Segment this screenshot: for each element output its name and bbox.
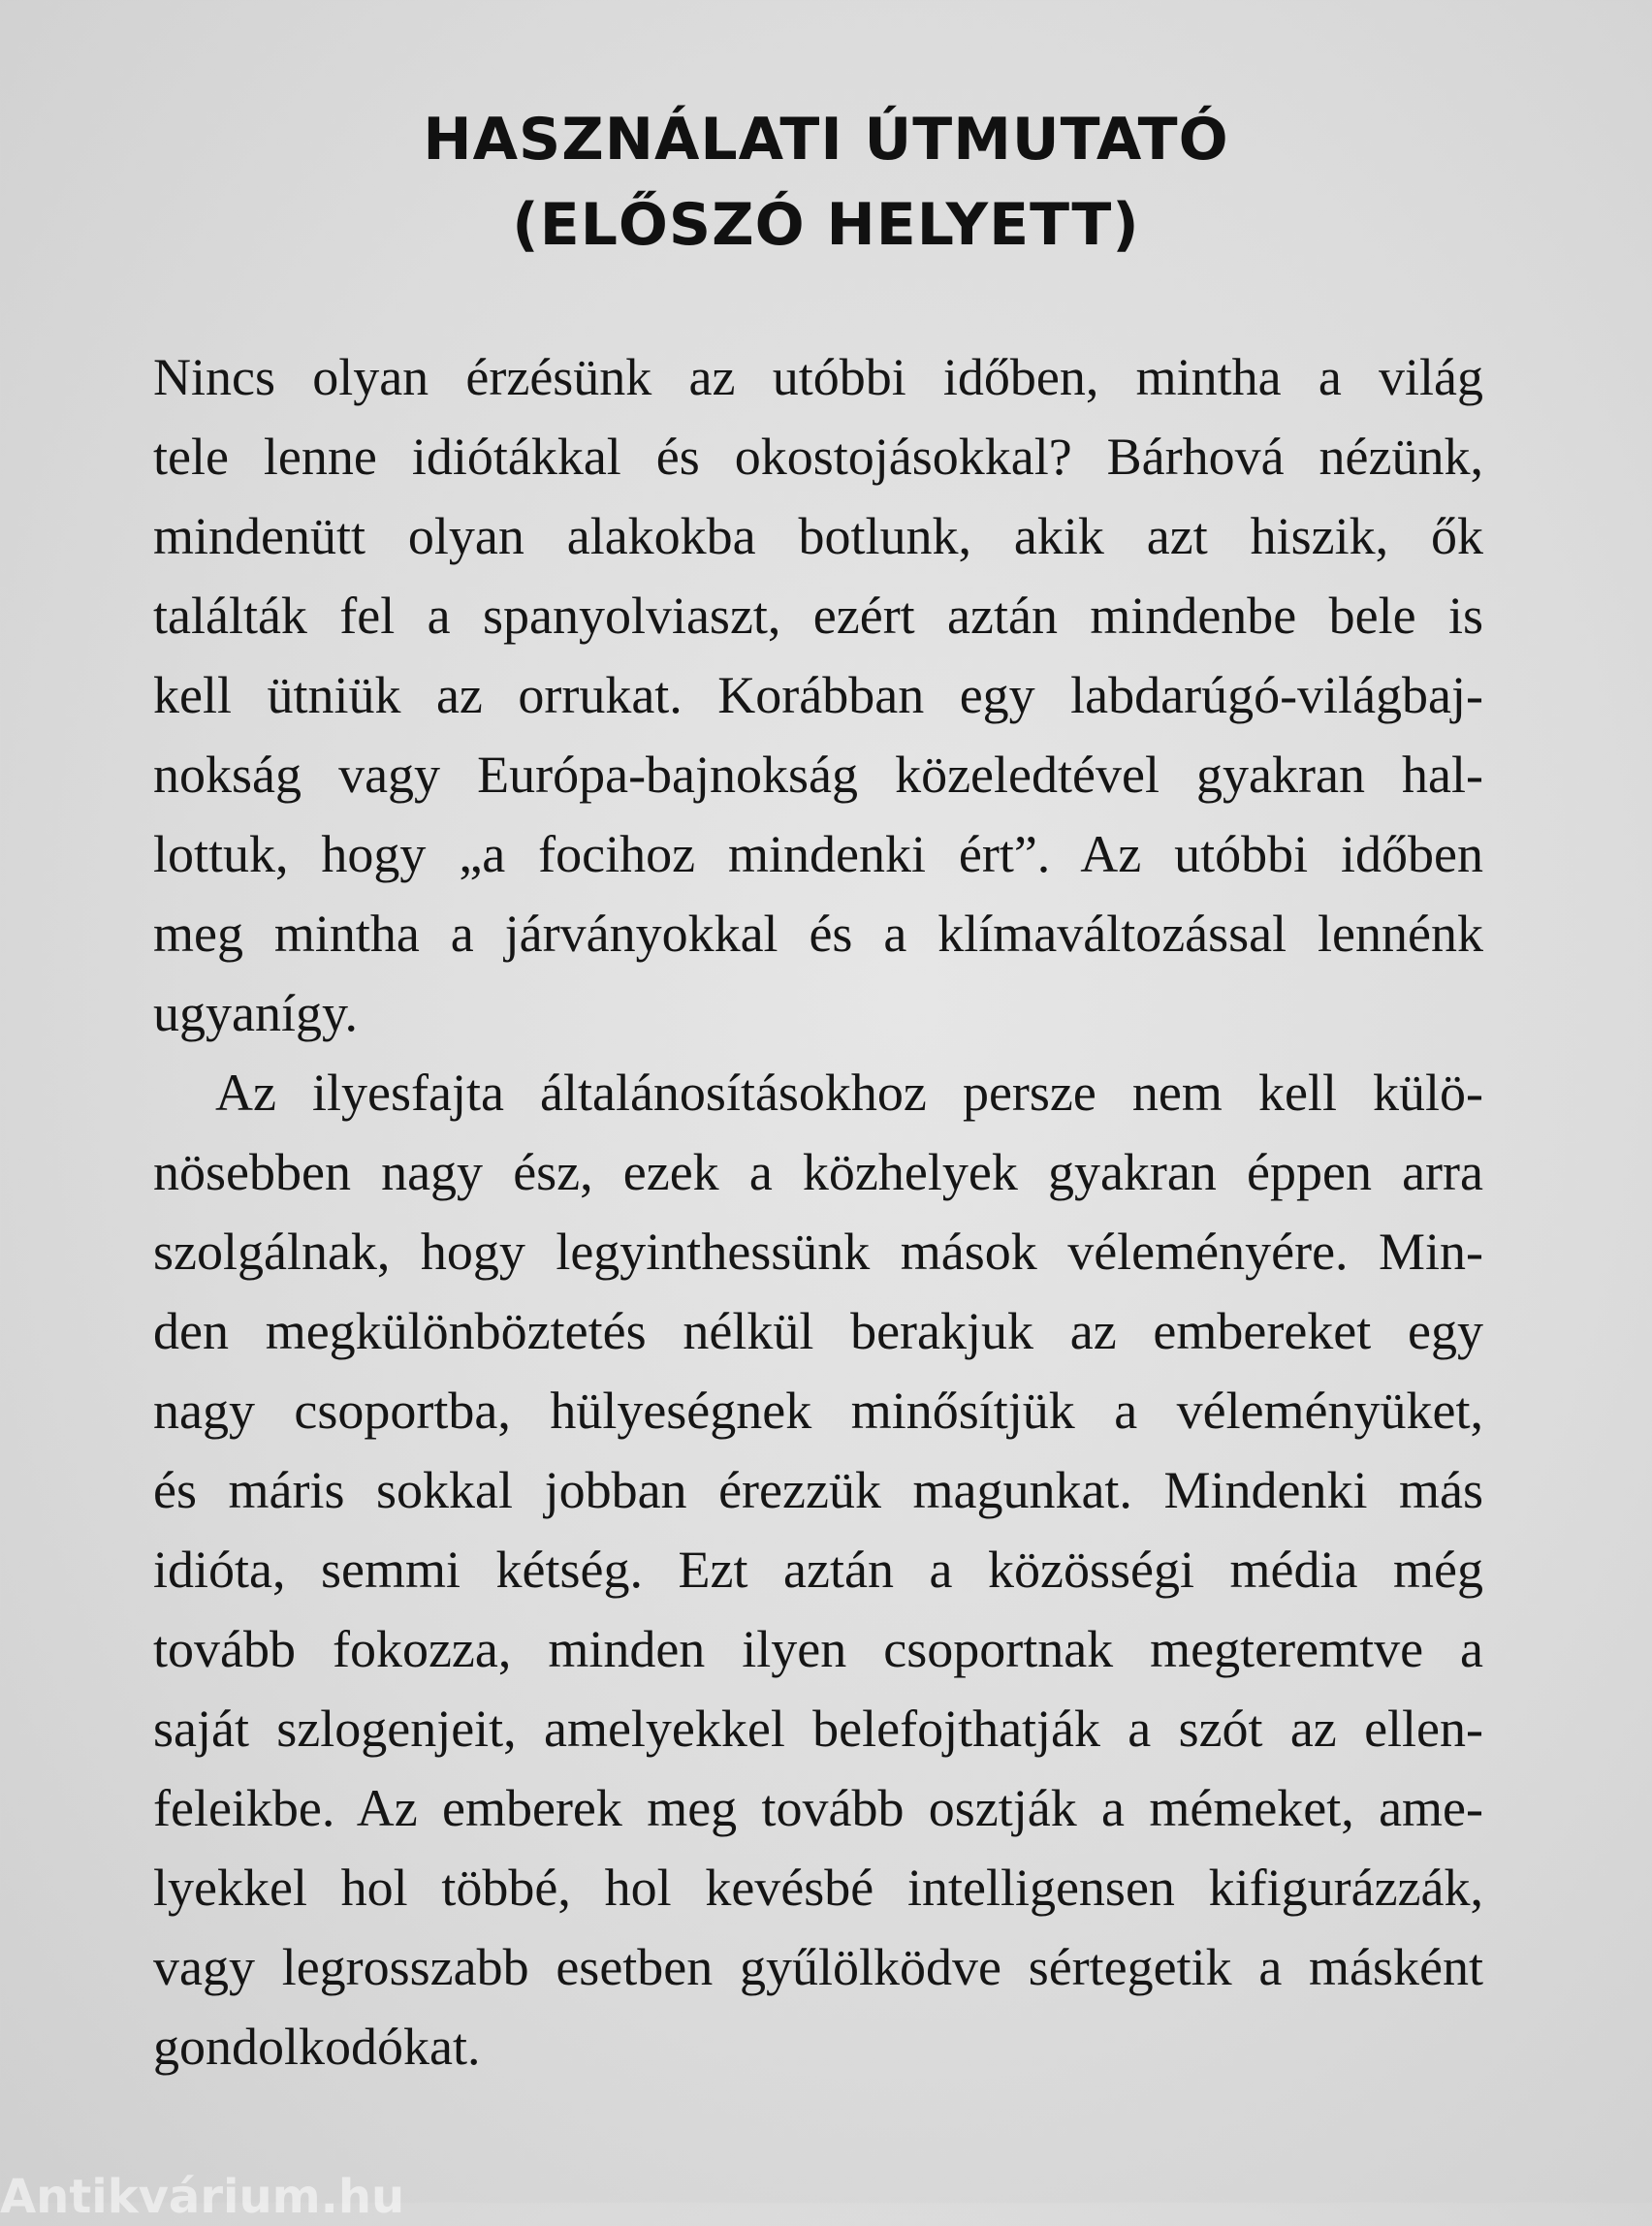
text-line: lyekkel hol többé, hol kevésbé intelligensen kifigurázzák, bbox=[153, 1859, 1483, 1917]
text-line: den megkülönböztetés nélkül berakjuk az embereket egy bbox=[153, 1302, 1483, 1360]
text-line: saját szlogenjeit, amelyekkel belefojthatják a szót az ellen- bbox=[153, 1700, 1483, 1758]
text-line: Az ilyesfajta általánosításokhoz persze nem kell külö- bbox=[215, 1064, 1483, 1122]
text-line: Nincs olyan érzésünk az utóbbi időben, mintha a világ bbox=[153, 348, 1483, 406]
text-line: feleikbe. Az emberek meg tovább osztják a mémeket, ame- bbox=[153, 1779, 1483, 1837]
text-line: idióta, semmi kétség. Ezt aztán a közösségi média még bbox=[153, 1541, 1483, 1599]
text-line: meg mintha a járványokkal és a klímaváltozással lennénk bbox=[153, 905, 1483, 963]
text-line: tovább fokozza, minden ilyen csoportnak megteremtve a bbox=[153, 1620, 1483, 1678]
watermark: Antikvárium.hu bbox=[0, 2170, 405, 2224]
text-line: találták fel a spanyolviaszt, ezért aztán mindenbe bele is bbox=[153, 587, 1483, 645]
text-line: lottuk, hogy „a focihoz mindenki ért”. Az utóbbi időben bbox=[153, 825, 1483, 883]
paragraph-2 bbox=[153, 1053, 1483, 2086]
text-line: mindenütt olyan alakokba botlunk, akik azt hiszik, ők bbox=[153, 507, 1483, 565]
text-line: nokság vagy Európa-bajnokság közeledtével gyakran hal- bbox=[153, 746, 1483, 804]
paragraph-1 bbox=[153, 337, 1483, 1053]
text-line: szolgálnak, hogy legyinthessünk mások véleményére. Min- bbox=[153, 1223, 1483, 1281]
text-line: gondolkodókat. bbox=[153, 2018, 481, 2076]
text-line: vagy legrosszabb esetben gyűlölködve sértegetik a másként bbox=[153, 1938, 1483, 1996]
chapter-title bbox=[0, 97, 1652, 268]
text-line: és máris sokkal jobban érezzük magunkat. Mindenki más bbox=[153, 1461, 1483, 1519]
text-line: kell ütniük az orrukat. Korábban egy labdarúgó-világbaj- bbox=[153, 666, 1483, 724]
chapter-title-line-2: (ELŐSZÓ HELYETT) bbox=[512, 191, 1140, 259]
text-line: nösebben nagy ész, ezek a közhelyek gyakran éppen arra bbox=[153, 1143, 1483, 1201]
text-line: nagy csoportba, hülyeségnek minősítjük a véleményüket, bbox=[153, 1382, 1483, 1440]
text-line: tele lenne idiótákkal és okostojásokkal? Bárhová nézünk, bbox=[153, 428, 1483, 486]
text-line: ugyanígy. bbox=[153, 984, 358, 1042]
chapter-title-line-1: HASZNÁLATI ÚTMUTATÓ bbox=[423, 106, 1229, 174]
body-text bbox=[153, 337, 1483, 2086]
